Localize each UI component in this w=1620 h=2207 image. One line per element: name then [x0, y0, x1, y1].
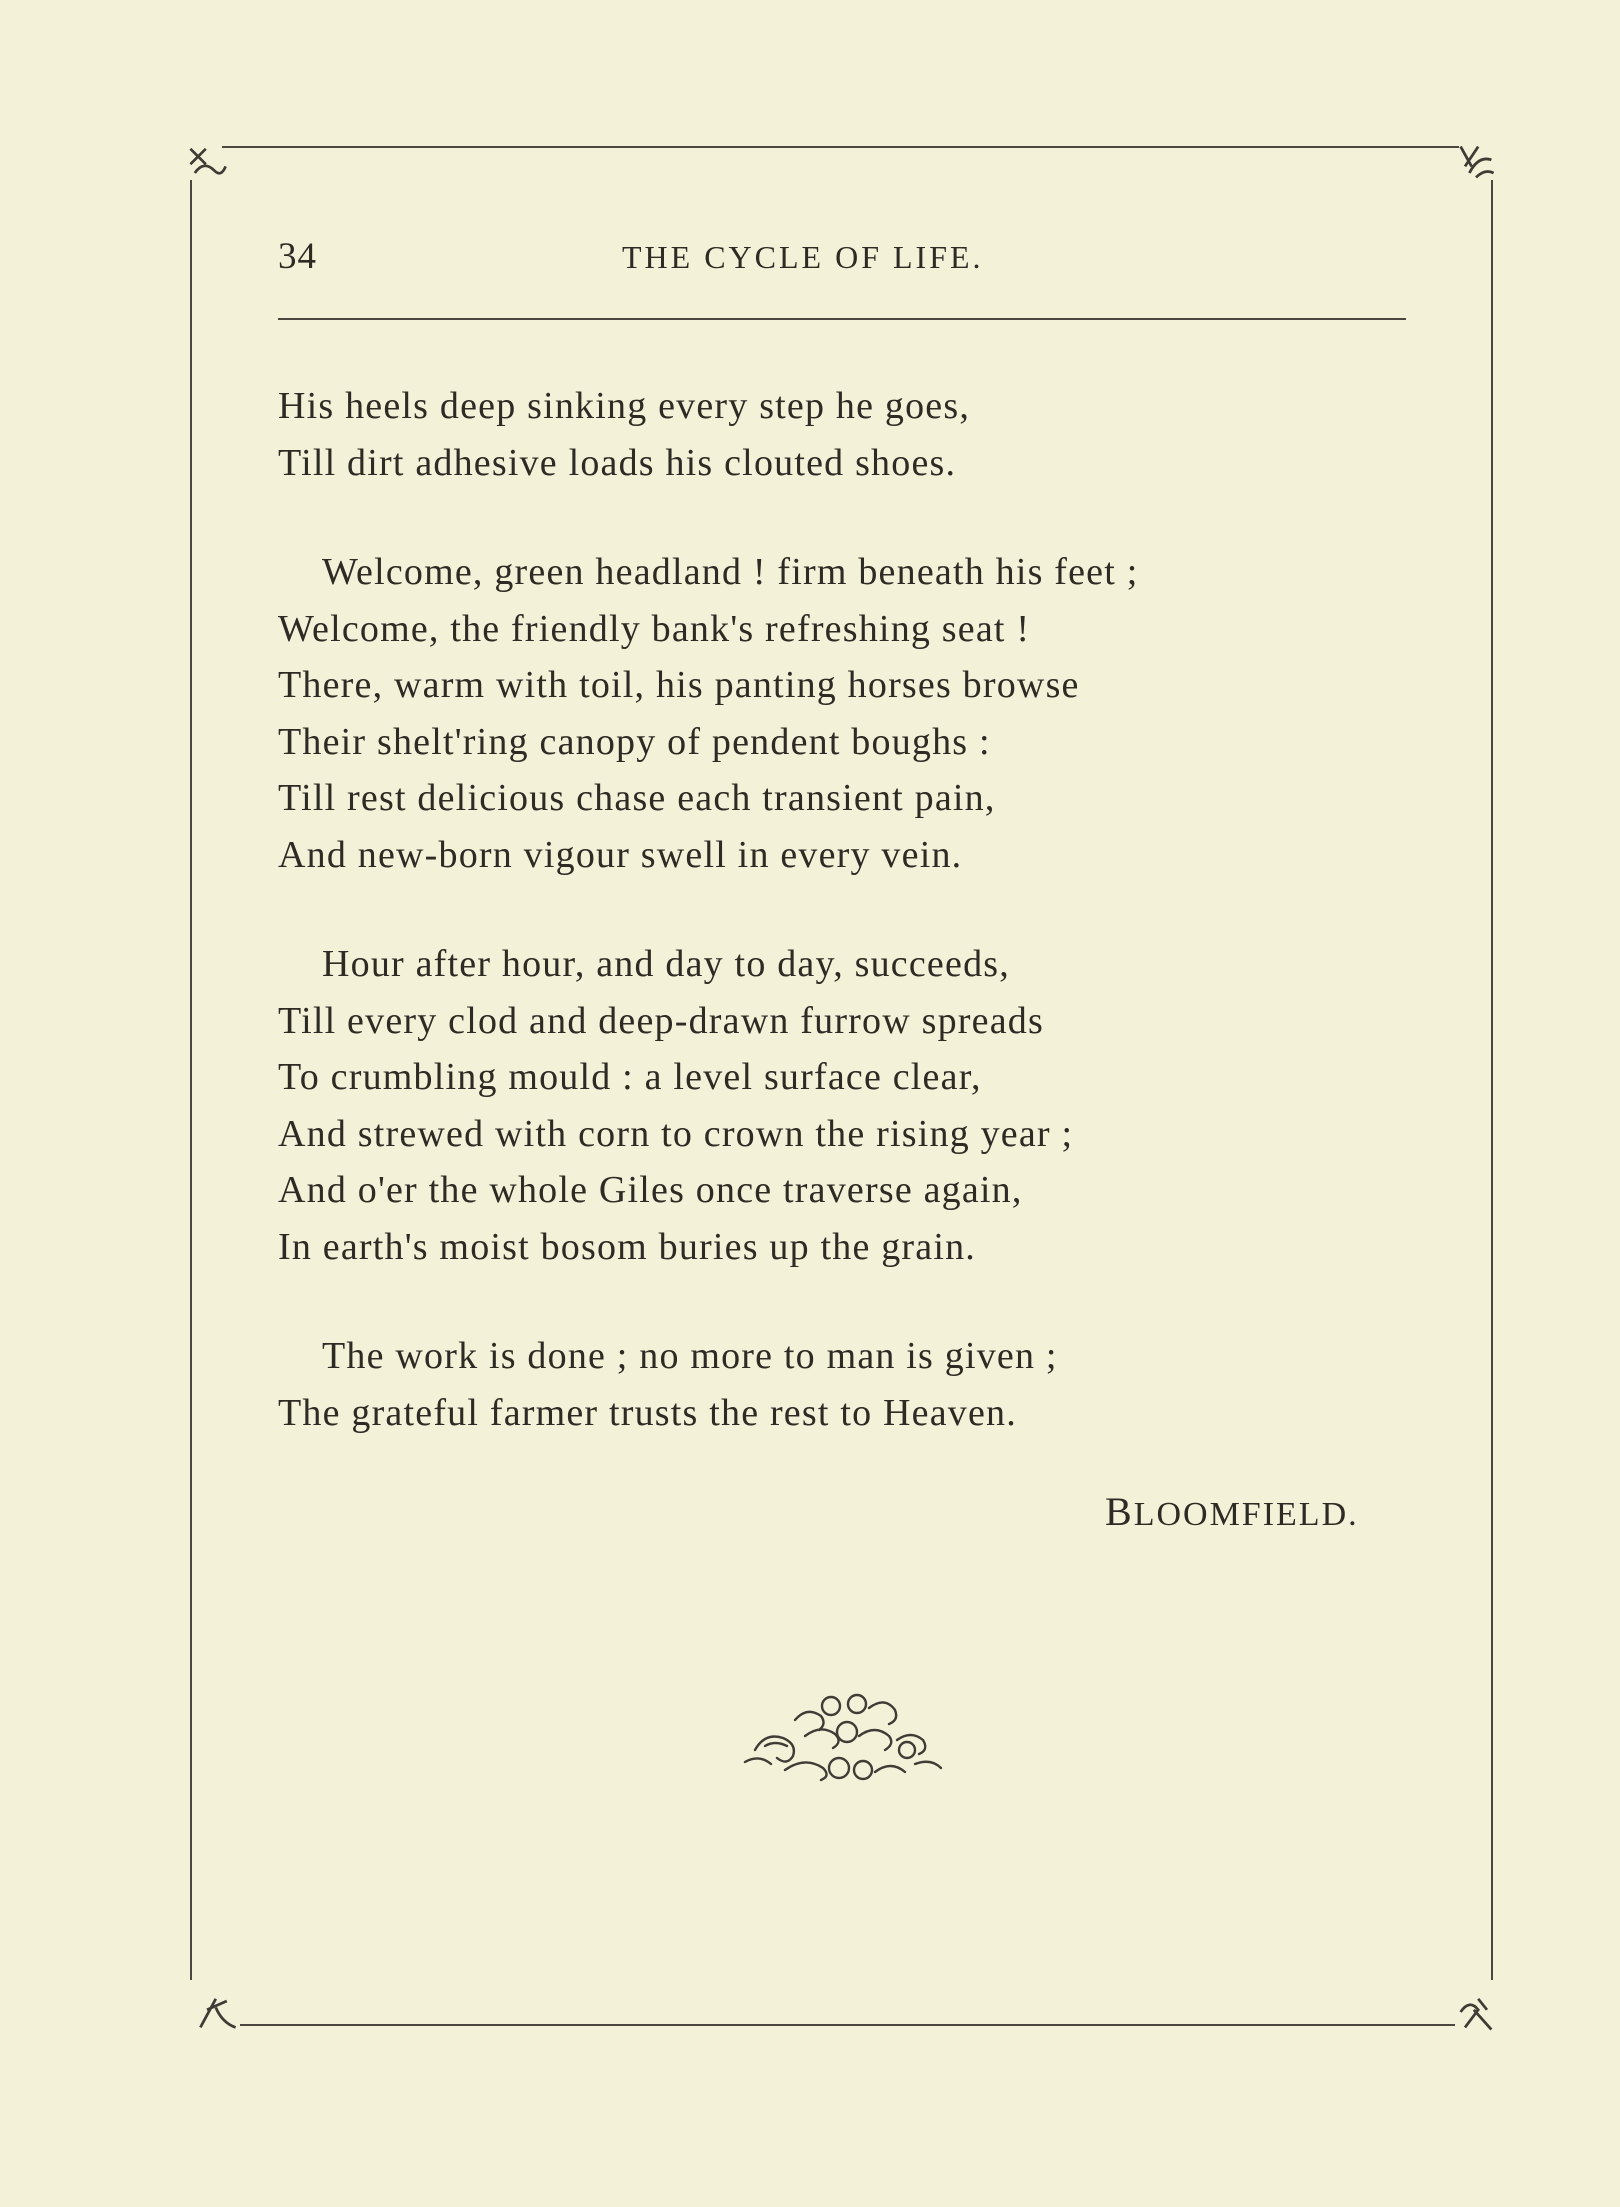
stanza	[278, 544, 1428, 883]
poem-line: The grateful farmer trusts the rest to Heaven.	[278, 1391, 1017, 1434]
poem-line: There, warm with toil, his panting horses browse	[278, 664, 1080, 706]
poem-line: Their shelt'ring canopy of pendent boughs :	[278, 720, 991, 763]
poem-line: Welcome, the friendly bank's refreshing seat !	[278, 607, 1031, 650]
corner-top-left-icon	[186, 140, 230, 184]
poem-line: To crumbling mould : a level surface clear,	[278, 1056, 982, 1098]
frame-right-rule	[1491, 180, 1493, 1980]
poem-line: Hour after hour, and day to day, succeeds,	[322, 943, 1010, 985]
running-title: THE CYCLE OF LIFE.	[622, 239, 984, 275]
poem-line: Till dirt adhesive loads his clouted shoes.	[278, 441, 957, 484]
frame-bottom-rule	[240, 2024, 1455, 2026]
corner-bottom-left-icon	[196, 1990, 240, 2034]
frame-left-rule	[190, 180, 192, 1980]
author-name-rest: LOOMFIELD.	[1133, 1496, 1359, 1533]
poem-line: In earth's moist bosom buries up the grain.	[278, 1225, 977, 1268]
page-number: 34	[278, 236, 317, 277]
header-rule	[278, 318, 1406, 320]
corner-top-right-icon	[1454, 140, 1498, 184]
poem-line: And new-born vigour swell in every vein.	[278, 833, 963, 876]
stanza	[278, 936, 1428, 1275]
poem-line: His heels deep sinking every step he goes,	[278, 385, 971, 427]
author-attribution	[1105, 1488, 1359, 1535]
corner-bottom-right-icon	[1454, 1990, 1498, 2034]
poem-line: Welcome, green headland ! firm beneath his feet ;	[322, 551, 1139, 593]
poem-line: And strewed with corn to crown the rising year ;	[278, 1112, 1074, 1155]
stanza	[278, 378, 1428, 491]
poem-body	[278, 378, 1428, 1494]
poem-line: The work is done ; no more to man is given ;	[322, 1335, 1058, 1377]
frame-top-rule	[222, 146, 1459, 148]
page-header	[278, 235, 1408, 283]
stanza	[278, 1328, 1428, 1441]
scroll-tailpiece-icon	[735, 1680, 947, 1786]
author-initial: B	[1105, 1489, 1134, 1534]
poem-line: Till every clod and deep-drawn furrow spreads	[278, 999, 1044, 1042]
poem-line: Till rest delicious chase each transient pain,	[278, 777, 996, 819]
poem-line: And o'er the whole Giles once traverse again,	[278, 1169, 1023, 1211]
